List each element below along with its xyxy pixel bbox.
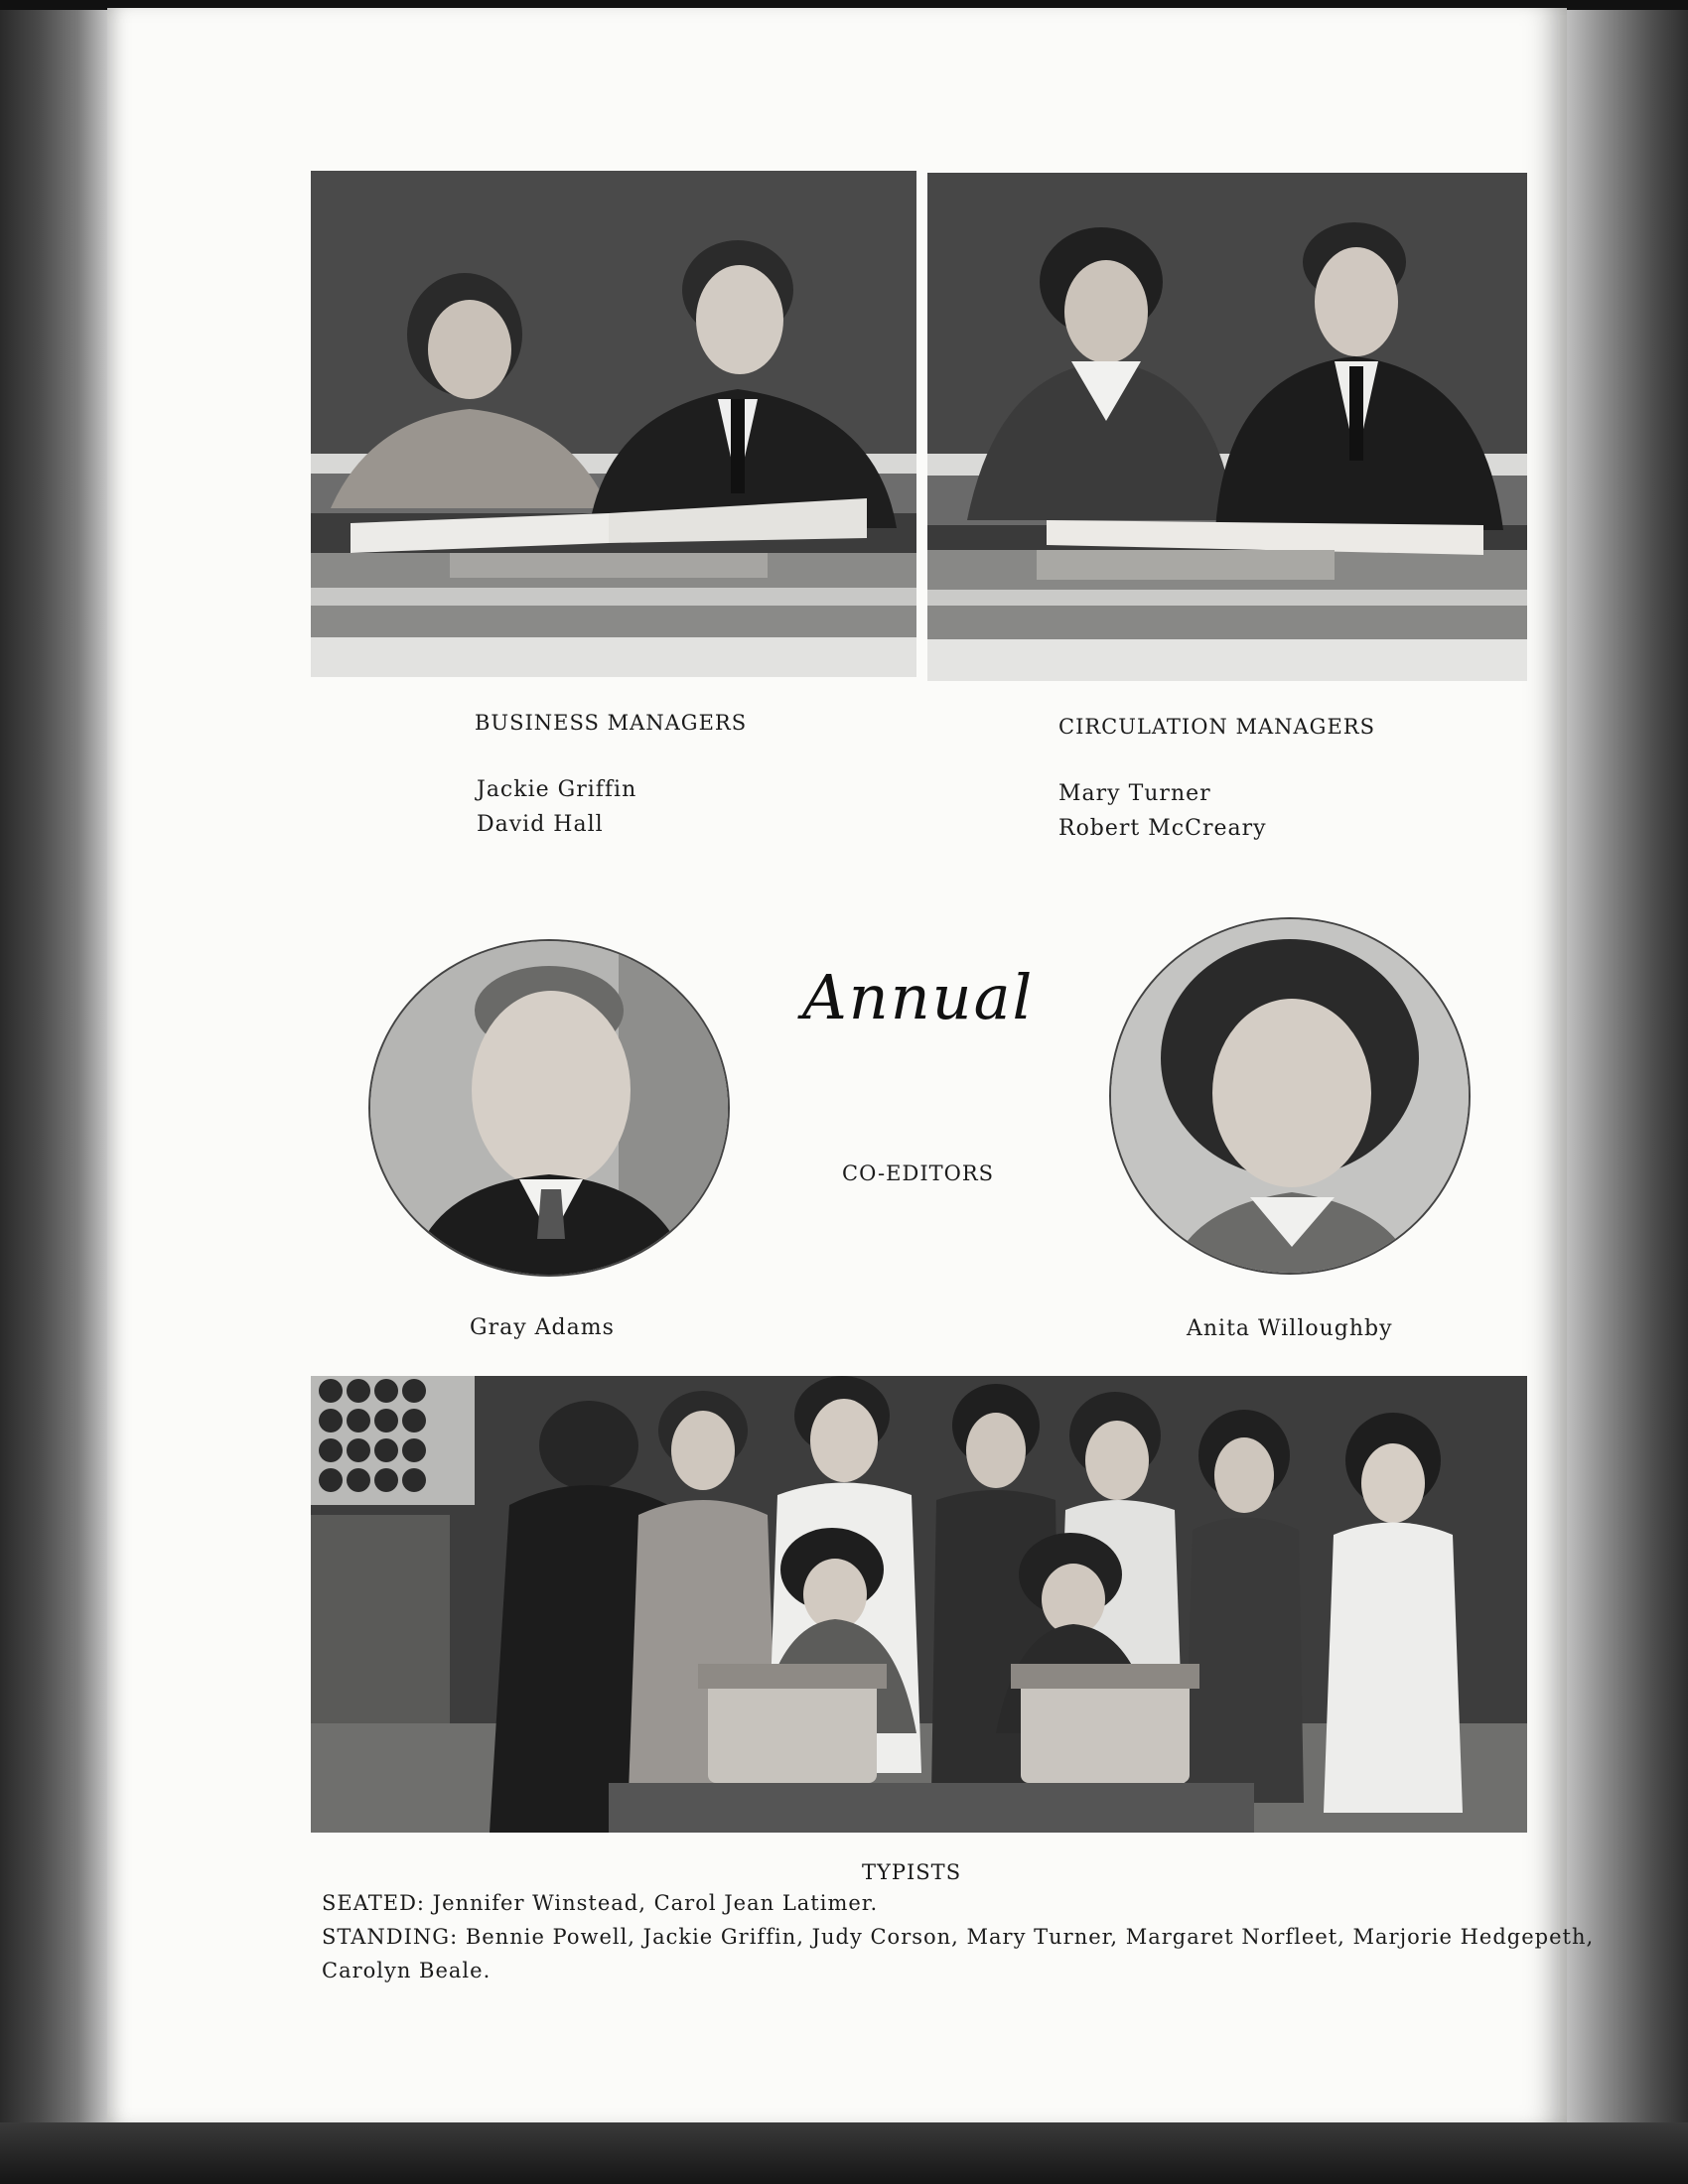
co-editor-portrait-left xyxy=(368,939,730,1277)
circulation-manager-name-2: Robert McCreary xyxy=(1058,816,1267,841)
yearbook-page xyxy=(107,8,1595,2122)
business-managers-photo xyxy=(311,171,916,677)
typists-title: TYPISTS xyxy=(862,1860,962,1884)
business-managers-title: BUSINESS MANAGERS xyxy=(475,711,748,735)
scanner-edge-right xyxy=(1549,0,1688,2184)
typists-standing-line: STANDING: Bennie Powell, Jackie Griffin, Judy Corson, Mary Turner, Margaret Norfleet, Marjorie Hedgepeth, Carolyn Beale. xyxy=(322,1925,1595,1982)
business-manager-name-2: David Hall xyxy=(477,812,604,837)
circulation-managers-photo xyxy=(927,173,1527,681)
scanner-edge-left xyxy=(0,0,111,2184)
co-editor-portrait-right xyxy=(1109,917,1471,1275)
typists-names xyxy=(322,1886,1603,1987)
business-manager-name-1: Jackie Griffin xyxy=(477,777,637,802)
circulation-managers-title: CIRCULATION MANAGERS xyxy=(1058,715,1375,739)
co-editor-left-name: Gray Adams xyxy=(470,1315,615,1340)
co-editor-right-name: Anita Willoughby xyxy=(1187,1316,1393,1341)
circulation-manager-name-1: Mary Turner xyxy=(1058,781,1211,806)
annual-script-title: Annual xyxy=(802,961,1035,1033)
co-editors-label: CO-EDITORS xyxy=(842,1161,995,1185)
typists-photo xyxy=(311,1376,1527,1833)
typists-seated-line: SEATED: Jennifer Winstead, Carol Jean Latimer. xyxy=(322,1891,879,1915)
scanner-edge-bottom xyxy=(0,2122,1688,2184)
